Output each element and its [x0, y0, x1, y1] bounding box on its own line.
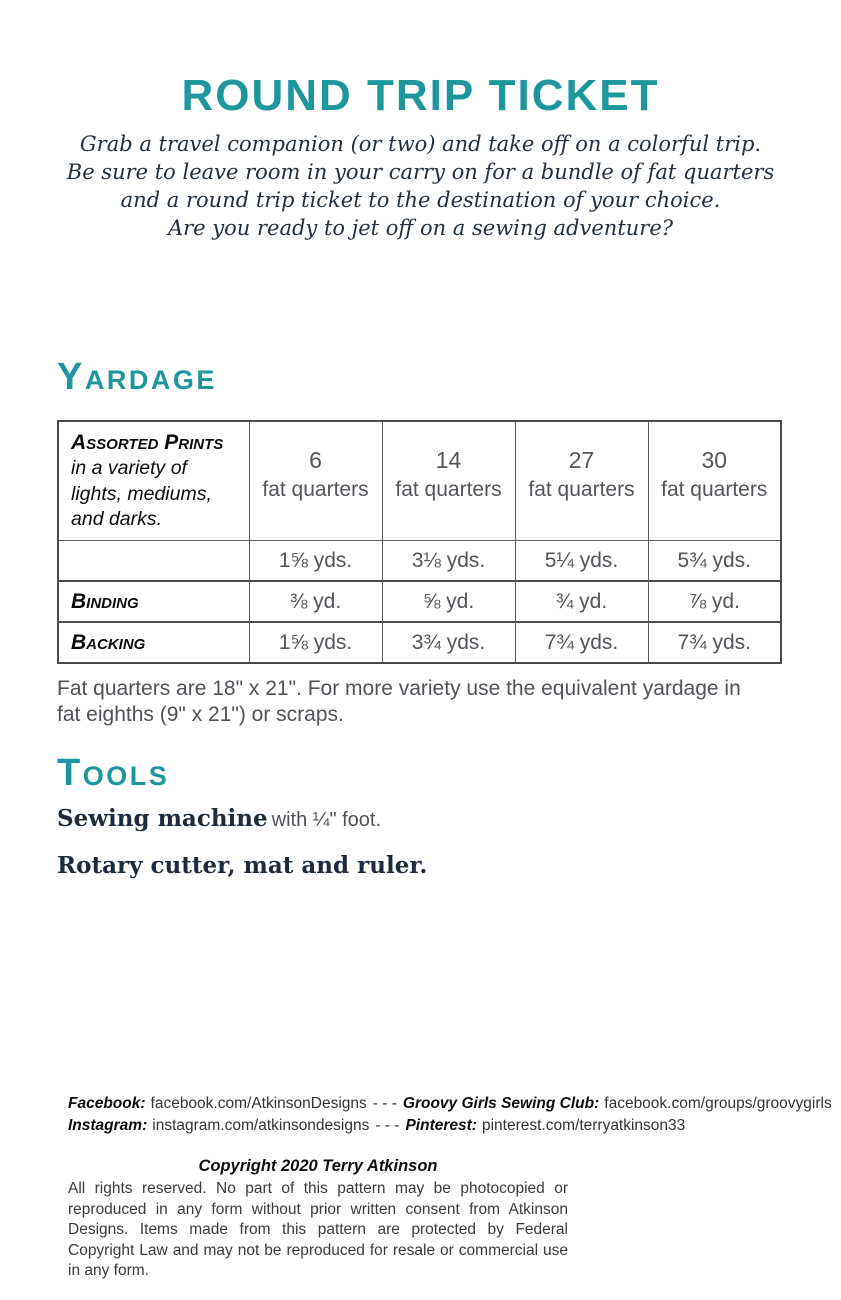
heading-initial: Y: [57, 356, 85, 398]
social-url: pinterest.com/terryatkinson33: [481, 1116, 686, 1134]
corner-cell: [58, 421, 249, 541]
tool-name: Rotary cutter, mat and ruler.: [57, 852, 428, 880]
heading-initial: T: [57, 752, 83, 795]
separator-dashes: - - -: [375, 1116, 400, 1134]
section-heading-tools: [57, 752, 841, 795]
fat-quarter-unit: fat quarters: [661, 477, 768, 501]
social-label: Facebook:: [68, 1095, 146, 1113]
social-label: Instagram:: [68, 1116, 148, 1134]
tool-item: [57, 801, 841, 839]
fat-quarter-count: 6: [309, 446, 322, 473]
yardage-value: ¾ yd.: [515, 581, 648, 622]
copyright-block: [68, 1157, 568, 1282]
intro-text: [0, 130, 841, 242]
column-header: [249, 421, 382, 541]
social-label: Groovy Girls Sewing Club:: [402, 1095, 600, 1113]
fat-quarter-unit: fat quarters: [262, 477, 369, 501]
social-links-block: [68, 1093, 841, 1136]
intro-line: Grab a travel companion (or two) and take off on a colorful trip.: [79, 132, 762, 156]
social-url: instagram.com/atkinsondesigns: [152, 1116, 370, 1134]
heading-rest: OOLS: [82, 761, 170, 792]
intro-line: Be sure to leave room in your carry on for a bundle of fat quarters: [66, 160, 775, 184]
yardage-value: 1⅝ yds.: [249, 541, 382, 582]
social-url: facebook.com/groups/groovygirls: [604, 1095, 832, 1113]
table-row-prints: [58, 541, 781, 582]
intro-line: Are you ready to jet off on a sewing adventure?: [167, 216, 674, 240]
fat-quarter-unit: fat quarters: [395, 477, 502, 501]
yardage-value: 5¾ yds.: [648, 541, 781, 582]
tool-detail: with ¼" foot.: [271, 809, 382, 832]
fat-quarter-count: 14: [435, 446, 462, 473]
fat-quarter-count: 27: [568, 446, 595, 473]
corner-title: Assorted Prints: [71, 431, 224, 454]
yardage-value: ⅝ yd.: [382, 581, 515, 622]
intro-line: and a round trip ticket to the destination of your choice.: [120, 188, 721, 212]
separator-dashes: - - -: [372, 1095, 397, 1113]
yardage-value: 1⅝ yds.: [249, 622, 382, 663]
social-line: [68, 1115, 841, 1137]
corner-subtitle: in a variety of lights, mediums, and darks.: [71, 457, 212, 530]
column-header: [515, 421, 648, 541]
column-header: [648, 421, 781, 541]
yardage-value: 3⅛ yds.: [382, 541, 515, 582]
fat-quarter-unit: fat quarters: [528, 477, 635, 501]
yardage-value: ⅞ yd.: [648, 581, 781, 622]
page-title: ROUND TRIP TICKET: [181, 71, 660, 120]
yardage-value: ⅜ yd.: [249, 581, 382, 622]
yardage-value: 3¾ yds.: [382, 622, 515, 663]
social-url: facebook.com/AtkinsonDesigns: [150, 1095, 367, 1113]
yardage-value: 7¾ yds.: [648, 622, 781, 663]
row-label: Binding: [58, 581, 249, 622]
tool-name: Sewing machine: [57, 805, 268, 833]
fat-quarter-note: Fat quarters are 18" x 21". For more variety use the equivalent yardage in fat eighths (9" x 21") or scraps.: [57, 677, 741, 727]
row-label: [58, 541, 249, 582]
table-header-row: [58, 421, 781, 541]
tool-item: [57, 848, 841, 886]
fat-quarter-count: 30: [701, 446, 728, 473]
yardage-table: [57, 420, 782, 664]
heading-rest: ARDAGE: [84, 365, 217, 395]
table-row-backing: [58, 622, 781, 663]
copyright-body: All rights reserved. No part of this pattern may be photocopied or reproduced in any form without prior written consent from Atkinson Designs. Items made from this pattern are protected by Federal Copyright Law and may not be reproduced for resale or commercial use in any form.: [68, 1180, 568, 1280]
social-label: Pinterest:: [405, 1116, 477, 1134]
copyright-title: Copyright 2020 Terry Atkinson: [198, 1157, 438, 1176]
table-row-binding: [58, 581, 781, 622]
row-label: Backing: [58, 622, 249, 663]
social-line: [68, 1093, 841, 1115]
yardage-value: 5¼ yds.: [515, 541, 648, 582]
section-heading-yardage: [57, 358, 841, 396]
column-header: [382, 421, 515, 541]
yardage-value: 7¾ yds.: [515, 622, 648, 663]
